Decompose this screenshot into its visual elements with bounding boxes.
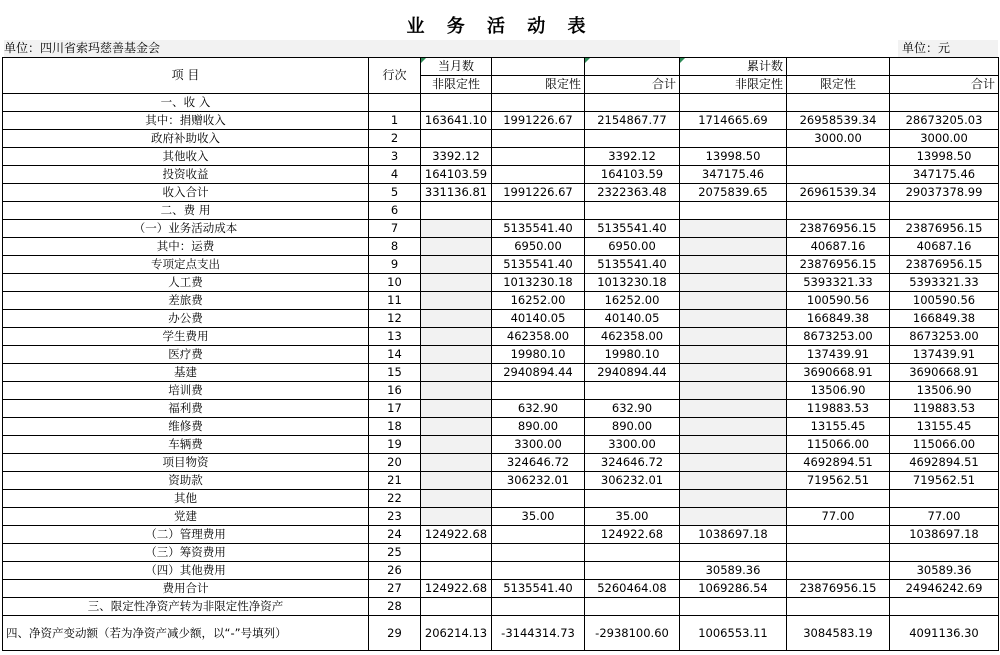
cell-cum-restricted[interactable]: 3084583.19: [787, 616, 890, 651]
cell-cum-unrestricted[interactable]: [680, 598, 787, 616]
cell-cum-restricted[interactable]: [787, 598, 890, 616]
cell-month-unrestricted[interactable]: [421, 598, 492, 616]
cell-month-total[interactable]: -2938100.60: [585, 616, 680, 651]
header-cumulative[interactable]: 累计数: [680, 58, 787, 76]
row-line-number[interactable]: 6: [369, 202, 421, 220]
header-item[interactable]: 项 目: [3, 58, 369, 94]
cell-cum-total[interactable]: 1038697.18: [890, 526, 999, 544]
cell-cum-unrestricted[interactable]: [680, 274, 787, 292]
cell-cum-restricted[interactable]: [787, 490, 890, 508]
cell-cum-total[interactable]: 13155.45: [890, 418, 999, 436]
table-row: [3, 526, 999, 544]
header-current-month-filler-2[interactable]: [585, 58, 680, 76]
row-item-name[interactable]: 资助款: [3, 472, 369, 490]
cell-month-unrestricted[interactable]: 163641.10: [421, 112, 492, 130]
cell-cum-restricted[interactable]: [787, 148, 890, 166]
cell-cum-total[interactable]: 13506.90: [890, 382, 999, 400]
table-row: [3, 256, 999, 274]
row-line-number[interactable]: 28: [369, 598, 421, 616]
cell-cum-restricted[interactable]: [787, 526, 890, 544]
row-item-name[interactable]: 四、净资产变动额（若为净资产减少额，以“-”号填列）: [3, 616, 369, 651]
cell-month-total[interactable]: [585, 382, 680, 400]
cell-cum-restricted[interactable]: 26958539.34: [787, 112, 890, 130]
row-line-number[interactable]: 20: [369, 454, 421, 472]
cell-month-restricted[interactable]: [492, 94, 585, 112]
cell-month-total[interactable]: 35.00: [585, 508, 680, 526]
cell-cum-restricted[interactable]: 719562.51: [787, 472, 890, 490]
cell-month-total[interactable]: 5135541.40: [585, 220, 680, 238]
cell-cum-total[interactable]: 115066.00: [890, 436, 999, 454]
cell-cum-total[interactable]: 23876956.15: [890, 256, 999, 274]
cell-cum-total[interactable]: [890, 490, 999, 508]
cell-month-total[interactable]: 2322363.48: [585, 184, 680, 202]
cell-month-total[interactable]: 462358.00: [585, 328, 680, 346]
cell-month-unrestricted[interactable]: [421, 544, 492, 562]
cell-month-unrestricted[interactable]: [421, 274, 492, 292]
row-line-number[interactable]: [369, 94, 421, 112]
row-item-name[interactable]: 培训费: [3, 382, 369, 400]
row-item-name[interactable]: 福利费: [3, 400, 369, 418]
table-row: [3, 328, 999, 346]
table-row: [3, 562, 999, 580]
cell-month-unrestricted[interactable]: [421, 310, 492, 328]
cell-cum-unrestricted[interactable]: 30589.36: [680, 562, 787, 580]
cell-month-total[interactable]: 324646.72: [585, 454, 680, 472]
cell-cum-unrestricted[interactable]: [680, 490, 787, 508]
cell-month-restricted[interactable]: 306232.01: [492, 472, 585, 490]
header-line[interactable]: 行次: [369, 58, 421, 94]
cell-month-restricted[interactable]: [492, 148, 585, 166]
row-item-name[interactable]: 基建: [3, 364, 369, 382]
row-line-number[interactable]: 22: [369, 490, 421, 508]
cell-month-restricted[interactable]: 5135541.40: [492, 580, 585, 598]
cell-cum-total[interactable]: 4091136.30: [890, 616, 999, 651]
table-row: [3, 580, 999, 598]
row-item-name[interactable]: 其中：运费: [3, 238, 369, 256]
cell-cum-total[interactable]: 3000.00: [890, 130, 999, 148]
row-line-number[interactable]: 25: [369, 544, 421, 562]
cell-month-total[interactable]: 632.90: [585, 400, 680, 418]
row-line-number[interactable]: 18: [369, 418, 421, 436]
cell-cum-unrestricted[interactable]: [680, 508, 787, 526]
table-row: [3, 616, 999, 651]
row-line-number[interactable]: 14: [369, 346, 421, 364]
cell-cum-unrestricted[interactable]: [680, 364, 787, 382]
table-row: [3, 400, 999, 418]
table-row: [3, 454, 999, 472]
cell-cum-restricted[interactable]: 77.00: [787, 508, 890, 526]
cell-cum-total[interactable]: 40687.16: [890, 238, 999, 256]
cell-month-total[interactable]: 5135541.40: [585, 256, 680, 274]
cell-month-restricted[interactable]: 2940894.44: [492, 364, 585, 382]
cell-month-total[interactable]: 2940894.44: [585, 364, 680, 382]
cell-cum-restricted[interactable]: 166849.38: [787, 310, 890, 328]
unit-currency[interactable]: 单位：元: [898, 40, 998, 57]
cell-month-total[interactable]: 164103.59: [585, 166, 680, 184]
cell-month-restricted[interactable]: 35.00: [492, 508, 585, 526]
cell-month-unrestricted[interactable]: 164103.59: [421, 166, 492, 184]
cell-cum-total[interactable]: [890, 544, 999, 562]
header-cumulative-filler-2[interactable]: [890, 58, 999, 76]
cell-month-restricted[interactable]: [492, 490, 585, 508]
cell-month-restricted[interactable]: 19980.10: [492, 346, 585, 364]
cell-month-restricted[interactable]: [492, 130, 585, 148]
cell-month-unrestricted[interactable]: [421, 454, 492, 472]
row-item-name[interactable]: 党建: [3, 508, 369, 526]
row-line-number[interactable]: 26: [369, 562, 421, 580]
cell-cum-unrestricted[interactable]: [680, 202, 787, 220]
cell-cum-unrestricted[interactable]: [680, 292, 787, 310]
cell-month-unrestricted[interactable]: [421, 220, 492, 238]
table-row: [3, 130, 999, 148]
cell-cum-unrestricted[interactable]: 13998.50: [680, 148, 787, 166]
cell-month-restricted[interactable]: 3300.00: [492, 436, 585, 454]
cell-month-unrestricted[interactable]: [421, 382, 492, 400]
cell-cum-total[interactable]: 347175.46: [890, 166, 999, 184]
row-line-number[interactable]: 16: [369, 382, 421, 400]
table-row: [3, 112, 999, 130]
cell-month-restricted[interactable]: [492, 382, 585, 400]
row-line-number[interactable]: 7: [369, 220, 421, 238]
table-row: [3, 544, 999, 562]
cell-month-restricted[interactable]: 462358.00: [492, 328, 585, 346]
table-row: [3, 292, 999, 310]
table-row: [3, 220, 999, 238]
cell-month-unrestricted[interactable]: 3392.12: [421, 148, 492, 166]
cell-cum-unrestricted[interactable]: 347175.46: [680, 166, 787, 184]
cell-cum-restricted[interactable]: 3690668.91: [787, 364, 890, 382]
cell-cum-total[interactable]: 13998.50: [890, 148, 999, 166]
cell-cum-restricted[interactable]: 3000.00: [787, 130, 890, 148]
cell-month-total[interactable]: 5260464.08: [585, 580, 680, 598]
cell-month-total[interactable]: 6950.00: [585, 238, 680, 256]
table-row: [3, 508, 999, 526]
row-line-number[interactable]: 13: [369, 328, 421, 346]
cell-month-total[interactable]: [585, 598, 680, 616]
cell-month-restricted[interactable]: [492, 562, 585, 580]
table-row: [3, 490, 999, 508]
row-line-number[interactable]: 24: [369, 526, 421, 544]
cell-cum-unrestricted[interactable]: 1714665.69: [680, 112, 787, 130]
cell-cum-unrestricted[interactable]: [680, 310, 787, 328]
cell-month-total[interactable]: 306232.01: [585, 472, 680, 490]
cell-cum-restricted[interactable]: 26961539.34: [787, 184, 890, 202]
row-item-name[interactable]: 一、收 入: [3, 94, 369, 112]
cell-month-unrestricted[interactable]: [421, 94, 492, 112]
cell-month-total[interactable]: [585, 490, 680, 508]
cell-cum-total[interactable]: [890, 202, 999, 220]
row-line-number[interactable]: 8: [369, 238, 421, 256]
cell-cum-restricted[interactable]: 5393321.33: [787, 274, 890, 292]
cell-month-unrestricted[interactable]: [421, 346, 492, 364]
cell-month-unrestricted[interactable]: [421, 238, 492, 256]
cell-cum-total[interactable]: [890, 598, 999, 616]
cell-cum-restricted[interactable]: 13155.45: [787, 418, 890, 436]
header-current-month-filler[interactable]: [492, 58, 585, 76]
row-item-name[interactable]: （四）其他费用: [3, 562, 369, 580]
row-line-number[interactable]: 9: [369, 256, 421, 274]
cell-month-restricted[interactable]: 16252.00: [492, 292, 585, 310]
cell-cum-restricted[interactable]: 100590.56: [787, 292, 890, 310]
cell-cum-unrestricted[interactable]: 1038697.18: [680, 526, 787, 544]
report-title: 业 务 活 动 表: [406, 16, 594, 37]
unit-organization[interactable]: 单位：四川省索玛慈善基金会: [4, 40, 680, 57]
cell-month-unrestricted[interactable]: [421, 508, 492, 526]
cell-cum-unrestricted[interactable]: [680, 346, 787, 364]
cell-cum-unrestricted[interactable]: [680, 418, 787, 436]
cell-month-unrestricted[interactable]: [421, 292, 492, 310]
cell-cum-total[interactable]: 29037378.99: [890, 184, 999, 202]
row-line-number[interactable]: 27: [369, 580, 421, 598]
row-line-number[interactable]: 17: [369, 400, 421, 418]
row-line-number[interactable]: 2: [369, 130, 421, 148]
cell-month-restricted[interactable]: 1013230.18: [492, 274, 585, 292]
header-month-restricted[interactable]: 限定性: [492, 76, 585, 94]
row-item-name[interactable]: 费用合计: [3, 580, 369, 598]
row-item-name[interactable]: 二、费 用: [3, 202, 369, 220]
cell-cum-unrestricted[interactable]: [680, 220, 787, 238]
cell-cum-unrestricted[interactable]: [680, 400, 787, 418]
cell-cum-restricted[interactable]: 8673253.00: [787, 328, 890, 346]
cell-month-unrestricted[interactable]: 331136.81: [421, 184, 492, 202]
row-line-number[interactable]: 4: [369, 166, 421, 184]
cell-month-total[interactable]: 16252.00: [585, 292, 680, 310]
cell-cum-restricted[interactable]: 23876956.15: [787, 256, 890, 274]
table-row: [3, 436, 999, 454]
cell-month-restricted[interactable]: 40140.05: [492, 310, 585, 328]
cell-month-restricted[interactable]: 5135541.40: [492, 220, 585, 238]
table-row: [3, 382, 999, 400]
cell-cum-restricted[interactable]: 137439.91: [787, 346, 890, 364]
cell-month-restricted[interactable]: 324646.72: [492, 454, 585, 472]
cell-month-restricted[interactable]: [492, 526, 585, 544]
table-row: [3, 274, 999, 292]
cell-month-restricted[interactable]: 1991226.67: [492, 112, 585, 130]
table-row: [3, 148, 999, 166]
cell-cum-total[interactable]: 4692894.51: [890, 454, 999, 472]
cell-cum-total[interactable]: 77.00: [890, 508, 999, 526]
cell-month-unrestricted[interactable]: 124922.68: [421, 580, 492, 598]
row-item-name[interactable]: 维修费: [3, 418, 369, 436]
cell-month-unrestricted[interactable]: 206214.13: [421, 616, 492, 651]
cell-month-restricted[interactable]: 890.00: [492, 418, 585, 436]
cell-month-unrestricted[interactable]: [421, 490, 492, 508]
cell-cum-total[interactable]: [890, 94, 999, 112]
cell-month-total[interactable]: [585, 562, 680, 580]
header-month-unrestricted[interactable]: 非限定性: [421, 76, 492, 94]
row-line-number[interactable]: 5: [369, 184, 421, 202]
row-line-number[interactable]: 10: [369, 274, 421, 292]
cell-cum-restricted[interactable]: [787, 202, 890, 220]
row-line-number[interactable]: 15: [369, 364, 421, 382]
header-current-month[interactable]: 当月数: [421, 58, 492, 76]
cell-month-unrestricted[interactable]: [421, 418, 492, 436]
row-item-name[interactable]: 学生费用: [3, 328, 369, 346]
table-row: [3, 598, 999, 616]
cell-cum-total[interactable]: 137439.91: [890, 346, 999, 364]
cell-cum-restricted[interactable]: 119883.53: [787, 400, 890, 418]
row-item-name[interactable]: 项目物资: [3, 454, 369, 472]
cell-cum-restricted[interactable]: 40687.16: [787, 238, 890, 256]
table-row: [3, 202, 999, 220]
cell-month-total[interactable]: [585, 202, 680, 220]
header-cum-total[interactable]: 合计: [890, 76, 999, 94]
row-line-number[interactable]: 11: [369, 292, 421, 310]
cell-cum-unrestricted[interactable]: [680, 94, 787, 112]
cell-month-restricted[interactable]: 632.90: [492, 400, 585, 418]
cell-month-unrestricted[interactable]: [421, 436, 492, 454]
cell-month-unrestricted[interactable]: [421, 256, 492, 274]
cell-month-restricted[interactable]: 5135541.40: [492, 256, 585, 274]
cell-month-restricted[interactable]: [492, 598, 585, 616]
row-line-number[interactable]: 21: [369, 472, 421, 490]
cell-month-restricted[interactable]: 1991226.67: [492, 184, 585, 202]
cell-cum-unrestricted[interactable]: [680, 238, 787, 256]
cell-month-unrestricted[interactable]: [421, 364, 492, 382]
cell-month-unrestricted[interactable]: [421, 202, 492, 220]
table-row: [3, 346, 999, 364]
row-item-name[interactable]: 收入合计: [3, 184, 369, 202]
table-row: [3, 94, 999, 112]
cell-cum-unrestricted[interactable]: [680, 544, 787, 562]
row-line-number[interactable]: 23: [369, 508, 421, 526]
header-cum-restricted[interactable]: 限定性: [787, 76, 890, 94]
cell-cum-unrestricted[interactable]: [680, 454, 787, 472]
cell-cum-total[interactable]: 719562.51: [890, 472, 999, 490]
activity-table: [2, 57, 999, 651]
cell-cum-unrestricted[interactable]: [680, 382, 787, 400]
cell-cum-total[interactable]: 3690668.91: [890, 364, 999, 382]
cell-month-total[interactable]: 3392.12: [585, 148, 680, 166]
cell-cum-unrestricted[interactable]: 1006553.11: [680, 616, 787, 651]
cell-cum-restricted[interactable]: 4692894.51: [787, 454, 890, 472]
cell-cum-restricted[interactable]: 23876956.15: [787, 220, 890, 238]
cell-cum-restricted[interactable]: 13506.90: [787, 382, 890, 400]
table-row: [3, 472, 999, 490]
row-line-number[interactable]: 3: [369, 148, 421, 166]
header-row-1: [3, 58, 999, 76]
cell-month-total[interactable]: [585, 130, 680, 148]
cell-cum-restricted[interactable]: [787, 562, 890, 580]
cell-cum-restricted[interactable]: [787, 544, 890, 562]
cell-cum-unrestricted[interactable]: 2075839.65: [680, 184, 787, 202]
row-item-name[interactable]: 专项定点支出: [3, 256, 369, 274]
row-line-number[interactable]: 12: [369, 310, 421, 328]
cell-month-restricted[interactable]: -3144314.73: [492, 616, 585, 651]
cell-month-restricted[interactable]: 6950.00: [492, 238, 585, 256]
cell-month-unrestricted[interactable]: [421, 328, 492, 346]
cell-cum-restricted[interactable]: 23876956.15: [787, 580, 890, 598]
row-item-name[interactable]: 政府补助收入: [3, 130, 369, 148]
row-item-name[interactable]: 医疗费: [3, 346, 369, 364]
row-line-number[interactable]: 1: [369, 112, 421, 130]
cell-month-total[interactable]: 3300.00: [585, 436, 680, 454]
cell-month-total[interactable]: 890.00: [585, 418, 680, 436]
row-item-name[interactable]: （一）业务活动成本: [3, 220, 369, 238]
row-item-name[interactable]: 人工费: [3, 274, 369, 292]
row-item-name[interactable]: 车辆费: [3, 436, 369, 454]
cell-month-unrestricted[interactable]: [421, 472, 492, 490]
table-row: [3, 310, 999, 328]
cell-cum-total[interactable]: 166849.38: [890, 310, 999, 328]
table-row: [3, 364, 999, 382]
cell-month-restricted[interactable]: [492, 544, 585, 562]
row-item-name[interactable]: 其他: [3, 490, 369, 508]
cell-cum-unrestricted[interactable]: [680, 256, 787, 274]
table-row: [3, 184, 999, 202]
header-cumulative-filler[interactable]: [787, 58, 890, 76]
row-item-name[interactable]: 其他收入: [3, 148, 369, 166]
table-row: [3, 418, 999, 436]
row-item-name[interactable]: （二）管理费用: [3, 526, 369, 544]
cell-month-total[interactable]: 2154867.77: [585, 112, 680, 130]
table-row: [3, 238, 999, 256]
cell-month-total[interactable]: 19980.10: [585, 346, 680, 364]
row-item-name[interactable]: 三、限定性净资产转为非限定性净资产: [3, 598, 369, 616]
cell-cum-total[interactable]: 8673253.00: [890, 328, 999, 346]
cell-cum-total[interactable]: 5393321.33: [890, 274, 999, 292]
table-row: [3, 166, 999, 184]
row-item-name[interactable]: （三）筹资费用: [3, 544, 369, 562]
cell-month-restricted[interactable]: [492, 202, 585, 220]
row-line-number[interactable]: 29: [369, 616, 421, 651]
cell-month-total[interactable]: [585, 94, 680, 112]
cell-month-restricted[interactable]: [492, 166, 585, 184]
row-item-name[interactable]: 其中：捐赠收入: [3, 112, 369, 130]
table-body: [3, 94, 999, 651]
header-month-total[interactable]: 合计: [585, 76, 680, 94]
cell-cum-unrestricted[interactable]: [680, 130, 787, 148]
cell-cum-total[interactable]: 119883.53: [890, 400, 999, 418]
cell-cum-total[interactable]: 23876956.15: [890, 220, 999, 238]
cell-cum-restricted[interactable]: 115066.00: [787, 436, 890, 454]
cell-month-unrestricted[interactable]: [421, 400, 492, 418]
header-cum-unrestricted[interactable]: 非限定性: [680, 76, 787, 94]
cell-cum-total[interactable]: 100590.56: [890, 292, 999, 310]
cell-month-total[interactable]: 124922.68: [585, 526, 680, 544]
cell-cum-total[interactable]: 28673205.03: [890, 112, 999, 130]
row-item-name[interactable]: 办公费: [3, 310, 369, 328]
cell-cum-total[interactable]: 30589.36: [890, 562, 999, 580]
cell-cum-unrestricted[interactable]: [680, 436, 787, 454]
cell-month-total[interactable]: 40140.05: [585, 310, 680, 328]
cell-cum-restricted[interactable]: [787, 94, 890, 112]
cell-month-total[interactable]: 1013230.18: [585, 274, 680, 292]
cell-cum-unrestricted[interactable]: 1069286.54: [680, 580, 787, 598]
cell-cum-restricted[interactable]: [787, 166, 890, 184]
cell-month-unrestricted[interactable]: 124922.68: [421, 526, 492, 544]
row-line-number[interactable]: 19: [369, 436, 421, 454]
cell-cum-unrestricted[interactable]: [680, 472, 787, 490]
cell-cum-total[interactable]: 24946242.69: [890, 580, 999, 598]
row-item-name[interactable]: 差旅费: [3, 292, 369, 310]
cell-month-unrestricted[interactable]: [421, 562, 492, 580]
cell-month-unrestricted[interactable]: [421, 130, 492, 148]
cell-month-total[interactable]: [585, 544, 680, 562]
row-item-name[interactable]: 投资收益: [3, 166, 369, 184]
cell-cum-unrestricted[interactable]: [680, 328, 787, 346]
